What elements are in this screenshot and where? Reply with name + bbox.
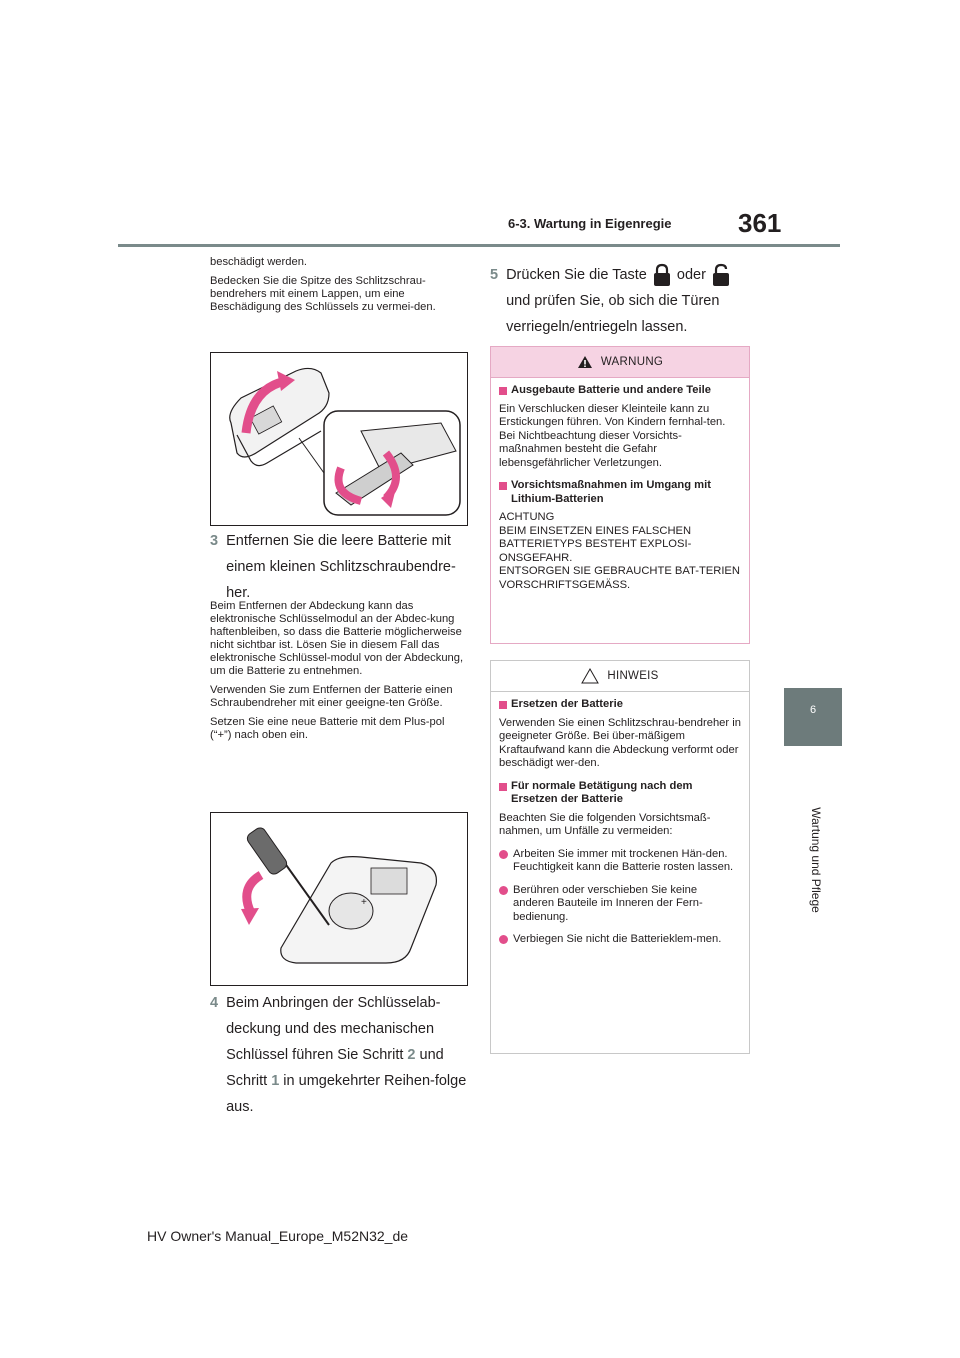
- warning-line-1: ACHTUNG: [499, 511, 555, 523]
- step-3-note-2: Verwenden Sie zum Entfernen der Batterie einen Schraubendreher mit einer geeigne-ten Größe.: [210, 684, 453, 709]
- step-5-number: 5: [490, 267, 499, 283]
- bullet-square-icon: [499, 482, 507, 490]
- step-4-number: 4: [210, 995, 219, 1011]
- warning-item-1-heading: [499, 384, 741, 398]
- step-4: [210, 990, 468, 1120]
- hinweis-item-2-heading: [499, 780, 741, 807]
- bullet-dot-icon: [499, 886, 508, 895]
- hinweis-bullet-3-text: Verbiegen Sie nicht die Batterieklem-men.: [513, 933, 722, 945]
- footer-manual-id: HV Owner's Manual_Europe_M52N32_de: [147, 1228, 409, 1244]
- hinweis-item-1-body: Verwenden Sie einen Schlitzschrau-bendreher in geeigneter Größe. Bei über-mäßigem Kraftaufwand kann die Abdeckung verformt oder beschädigt wer-den.: [499, 716, 741, 769]
- step-3-note-1: Beim Entfernen der Abdeckung kann das elektronische Schlüsselmodul an der Abdec-kung haftenbleiben, so dass die Batterie möglicherweise nicht sichtbar ist. Lösen Sie in diesem Fall das elektronische Schlüssel-modul von der Abdeckung, um die Batterie zu entnehmen.: [210, 600, 464, 677]
- page-number: 361: [738, 208, 782, 238]
- step-4-ref-1: 1: [271, 1073, 280, 1089]
- hinweis-box: [490, 660, 750, 1054]
- intro-line-2: Bedecken Sie die Spitze des Schlitzschrau-bendrehers mit einem Lappen, um eine Beschädigung des Schlüssels zu vermei-den.: [210, 275, 436, 313]
- hinweis-header: [491, 661, 749, 692]
- svg-text:+: +: [361, 897, 367, 908]
- step-3-notes: [210, 600, 468, 748]
- step-4-text-c: in umgekehrter Reihen-folge aus.: [226, 1073, 467, 1115]
- warning-item-2-heading-text: Vorsichtsmaßnahmen im Umgang mit Lithium-Batterien: [511, 479, 711, 505]
- warning-header: [491, 347, 749, 378]
- figure-key-cover-removal: [210, 352, 468, 526]
- hinweis-item-1-heading-text: Ersetzen der Batterie: [511, 698, 623, 710]
- figure-battery-removal: [210, 812, 468, 986]
- step-4-text-b: und Schritt: [226, 1047, 444, 1089]
- chapter-label: Wartung und Pflege: [809, 807, 823, 913]
- warning-box: [490, 346, 750, 644]
- bullet-square-icon: [499, 783, 507, 791]
- step-4-text-a: Beim Anbringen der Schlüsselab-deckung und des mechanischen Schlüssel führen Sie Schritt: [226, 995, 441, 1063]
- warning-item-2-body: [499, 511, 741, 592]
- chapter-tab: 6: [784, 688, 842, 746]
- hinweis-bullet-1: [499, 848, 741, 875]
- hinweis-bullet-1-line-1: Arbeiten Sie immer mit trockenen Hän-den.: [513, 847, 728, 860]
- bullet-square-icon: [499, 387, 507, 395]
- hinweis-bullet-3: [499, 933, 741, 947]
- step-5-text-a: Drücken Sie die Taste: [506, 267, 647, 283]
- battery-removal-illustration: [211, 813, 467, 985]
- step-3-note-3: Setzen Sie eine neue Batterie mit dem Plus-pol (“+”) nach oben ein.: [210, 716, 445, 741]
- warning-item-1-body: Ein Verschlucken dieser Kleinteile kann zu Erstickungen führen. Von Kindern fernhal-ten. Bei Nichtbeachtung dieser Vorsichts-maßnahmen besteht die Gefahr lebensgefährlicher Verletzungen.: [499, 402, 726, 469]
- section-title: 6-3. Wartung in Eigenregie: [508, 216, 672, 231]
- bullet-square-icon: [499, 701, 507, 709]
- bullet-dot-icon: [499, 935, 508, 944]
- step-5: [490, 262, 750, 340]
- warning-title: WARNUNG: [600, 356, 664, 368]
- step-3: [210, 528, 468, 606]
- notice-triangle-icon: [581, 668, 599, 684]
- step-3-text: Entfernen Sie die leere Batterie mit einem kleinen Schlitzschraubendre-her.: [226, 533, 456, 601]
- header-divider: [118, 244, 840, 247]
- intro-line-1: beschädigt werden.: [210, 256, 308, 268]
- hinweis-item-2-heading-text: Für normale Betätigung nach dem Ersetzen der Batterie: [511, 779, 693, 805]
- hinweis-item-2-body: Beachten Sie die folgenden Vorsichtsmaß-nahmen, um Unfälle zu vermeiden:: [499, 811, 711, 837]
- step-5-text-or: oder: [676, 267, 706, 283]
- warning-line-2: BEIM EINSETZEN EINES FALSCHEN BATTERIETYPS BESTEHT EXPLOSI-ONSGEFAHR.: [499, 524, 692, 564]
- bullet-dot-icon: [499, 850, 508, 859]
- intro-text: [210, 256, 468, 320]
- warning-triangle-icon: [577, 355, 593, 369]
- key-cover-illustration: [211, 353, 467, 525]
- hinweis-item-1-heading: [499, 698, 741, 712]
- unlock-icon: [710, 263, 732, 287]
- warning-item-1-heading-text: Ausgebaute Batterie und andere Teile: [511, 384, 711, 396]
- hinweis-title: HINWEIS: [607, 670, 659, 682]
- step-4-text: [226, 990, 468, 1120]
- warning-line-3: ENTSORGEN SIE GEBRAUCHTE BAT-TERIEN VORSCHRIFTSGEMÄSS.: [499, 565, 740, 591]
- warning-item-2-heading: [499, 479, 741, 506]
- step-5-text-b: und prüfen Sie, ob sich die Türen verriegeln/entriegeln lassen.: [506, 293, 720, 335]
- lock-icon: [651, 263, 673, 287]
- hinweis-bullet-1-line-2: Feuchtigkeit kann die Batterie rosten lassen.: [513, 861, 734, 873]
- hinweis-bullet-2: [499, 884, 741, 925]
- step-4-ref-2: 2: [407, 1047, 416, 1063]
- hinweis-bullet-2-text: Berühren oder verschieben Sie keine anderen Bauteile im Inneren der Fern-bedienung.: [513, 883, 703, 923]
- step-3-number: 3: [210, 533, 219, 549]
